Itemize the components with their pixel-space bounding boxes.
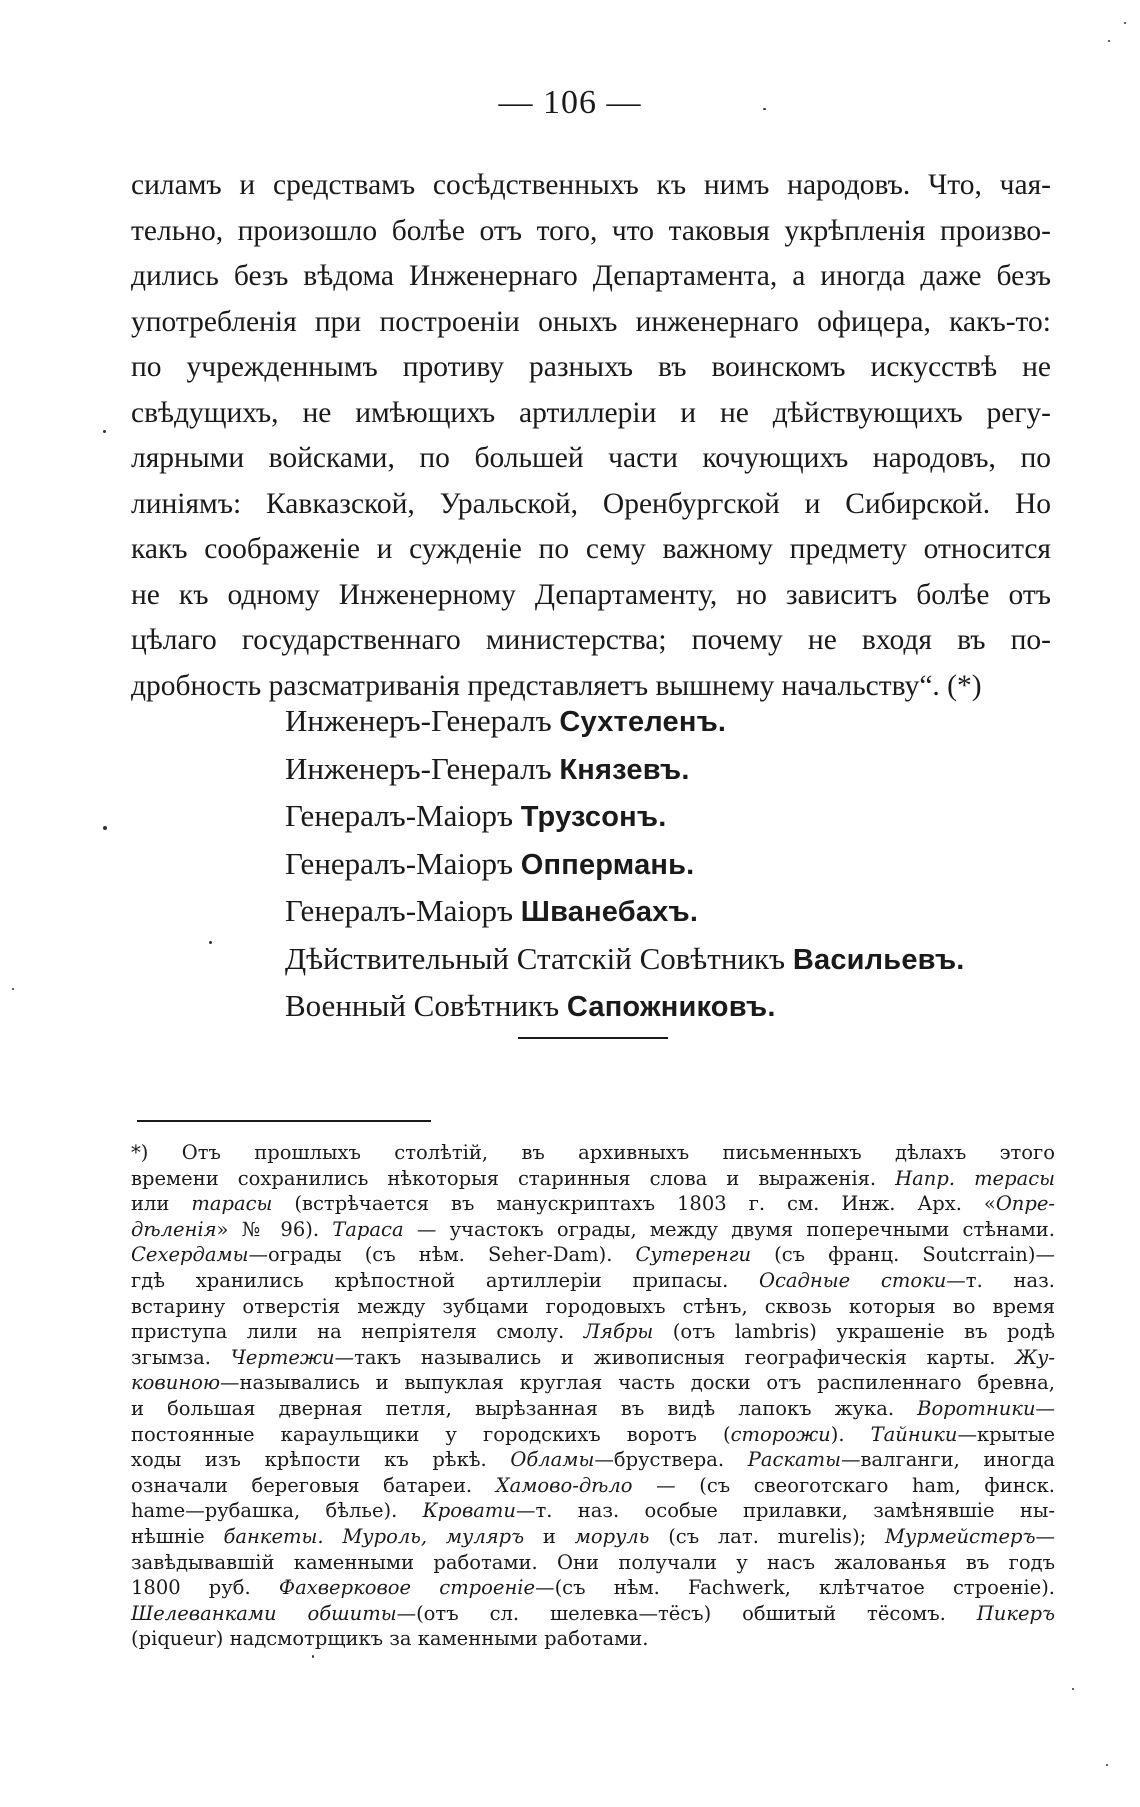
signatory-title: Генералъ-Маіоръ — [285, 798, 513, 833]
footnote-italic-term: Хамово-дѣло — [495, 1473, 633, 1497]
scan-speck — [1124, 22, 1126, 24]
body-paragraph — [131, 163, 1051, 709]
footnote-italic-term: Опре- — [995, 1192, 1055, 1216]
signatory-name: Князевъ. — [559, 753, 690, 786]
footnote-line — [131, 1447, 1055, 1473]
footnote-italic-term: Тараса — [332, 1217, 404, 1241]
footnote-line — [131, 1524, 1055, 1550]
scan-speck — [763, 108, 766, 110]
footnote-text: *) Отъ прошлыхъ столѣтій, въ архивныхъ письменныхъ дѣлахъ этого — [131, 1141, 1055, 1164]
scan-speck — [103, 430, 106, 433]
footnote-italic-term: Лябры — [583, 1320, 654, 1344]
page-number: — 106 — — [498, 84, 642, 121]
signatory-name: Трузсонъ. — [520, 801, 667, 833]
footnote-italic-term: Сутеренги — [635, 1243, 752, 1267]
footnote-text: приступа лили на непріятеля смолу. — [131, 1320, 584, 1344]
footnote-separator-rule — [137, 1120, 431, 1122]
footnote-text: — участокъ ограды, между двумя поперечными стѣнами. — [403, 1217, 1055, 1241]
signatory-name: Сухтеленъ. — [559, 706, 727, 738]
body-line: дробность разсматриванія представляетъ вышнему начальству“. (*) — [131, 669, 982, 702]
footnote-line — [131, 1140, 1055, 1166]
footnote-text: и большая дверная петля, вырѣзанная въ видѣ лапокъ жука. — [131, 1396, 918, 1420]
footnote-text: (съ лат. murelis); — [649, 1524, 886, 1548]
footnote-text: —крытые — [957, 1422, 1055, 1446]
footnote-text: hame—рубашка, бѣлье). — [131, 1499, 423, 1523]
footnote-line — [131, 1473, 1055, 1499]
body-line: свѣдущихъ, не имѣющихъ артиллеріи и не дѣйствующихъ регу- — [131, 396, 1051, 429]
footnote-line — [131, 1319, 1055, 1345]
section-end-rule — [518, 1037, 668, 1039]
body-line: тельно, произошло болѣе отъ того, что таковыя укрѣпленія произво- — [131, 214, 1051, 247]
scan-speck — [209, 941, 212, 944]
signatory — [285, 698, 965, 746]
signatory — [285, 936, 965, 984]
signatory — [285, 888, 965, 936]
scan-speck — [1108, 40, 1110, 42]
signatory-name: Сапожниковъ. — [566, 991, 776, 1023]
signatory — [285, 841, 965, 889]
footnote-text: — — [1035, 1524, 1055, 1548]
footnote-italic-term: дѣленія — [131, 1217, 217, 1241]
footnote-italic-term: Обламы — [510, 1448, 595, 1472]
scan-speck — [1106, 1764, 1108, 1766]
signatory-title: Военный Совѣтникъ — [285, 988, 560, 1023]
footnote-line — [131, 1396, 1055, 1422]
footnote-text: постоянные караульщики у городскихъ воротъ ( — [131, 1422, 731, 1446]
footnote-italic-term: банкеты. Муроль, муляръ — [223, 1524, 525, 1548]
footnote-italic-term: Жу- — [1015, 1345, 1055, 1369]
signatory-title: Инженеръ-Генералъ — [285, 750, 552, 786]
scan-speck — [1072, 1688, 1074, 1690]
scan-speck — [312, 1655, 314, 1658]
signatory-title: Инженеръ-Генералъ — [285, 703, 552, 738]
footnote-text: згымза. — [131, 1345, 231, 1369]
signatory-name: Шванебахъ. — [520, 896, 699, 928]
footnote-line — [131, 1370, 1055, 1396]
body-line: лярными войсками, по большей части кочующихъ народовъ, по — [131, 442, 1051, 474]
footnote-italic-term: тарасы — [191, 1192, 273, 1216]
footnote-text: завѣдывавшій каменными работами. Они получали у насъ жалованья въ годъ — [131, 1550, 1055, 1574]
signatory — [285, 793, 965, 841]
footnote-line — [131, 1166, 1055, 1192]
footnote-text: —т. наз. — [946, 1268, 1055, 1292]
footnote-text: —т. наз. особые прилавки, замѣнявшіе ны- — [515, 1499, 1055, 1523]
signatory — [285, 746, 965, 794]
footnote-text: (отъ lambris) украшеніе въ родѣ — [653, 1320, 1055, 1344]
footnote-italic-term: Раскаты — [747, 1448, 842, 1472]
footnote-text: нѣшніе — [131, 1524, 224, 1548]
footnote-text: —(съ нѣм. Fachwerk, клѣтчатое строеніе). — [535, 1576, 1055, 1600]
signatories-list — [285, 698, 965, 1031]
footnote-italic-term: Чертежи — [230, 1345, 335, 1369]
footnote-italic-term: Шелеванками обшиты — [131, 1601, 397, 1625]
footnote-line — [131, 1217, 1055, 1243]
signatory — [285, 983, 965, 1031]
footnote-italic-term: моруль — [574, 1524, 650, 1548]
signatory-title: Дѣйствительный Статскій Совѣтникъ — [285, 940, 786, 976]
footnote-italic-term: Пикеръ — [976, 1601, 1055, 1625]
footnote-line — [131, 1601, 1055, 1627]
footnote-text: —ограды (съ нѣм. Seher-Dam). — [248, 1243, 636, 1267]
footnote-line — [131, 1191, 1055, 1217]
footnote-text: —такъ назывались и живописныя географическія карты. — [334, 1345, 1016, 1369]
footnote-text: означали береговыя батареи. — [131, 1473, 496, 1497]
footnote-italic-term: Сехердамы — [131, 1243, 249, 1267]
footnote-text: времени сохранились нѣкоторыя старинныя слова и выраженія. — [131, 1166, 896, 1190]
footnote-text: (встрѣчается въ манускриптахъ 1803 г. см. Инж. Арх. « — [272, 1192, 996, 1216]
footnote-line — [131, 1242, 1055, 1268]
footnote-line — [131, 1294, 1055, 1320]
footnote-italic-term: Осадные стоки — [759, 1268, 947, 1292]
footnote-italic-term: Кровати — [422, 1499, 516, 1523]
signatory-name: Васильевъ. — [792, 943, 965, 976]
footnote-italic-term: Воротники — [917, 1396, 1036, 1420]
footnote-line — [131, 1498, 1055, 1524]
footnote-line — [131, 1345, 1055, 1371]
footnote-line — [131, 1550, 1055, 1576]
body-line: силамъ и средствамъ сосѣдственныхъ къ нимъ народовъ. Что, чая- — [131, 169, 1051, 201]
footnote-text: ходы изъ крѣпости къ рѣкѣ. — [131, 1448, 511, 1472]
footnote-text: (съ франц. Soutcrrain)— — [751, 1243, 1055, 1267]
footnote-text: —бруствера. — [594, 1448, 748, 1472]
body-line: какъ соображеніе и сужденіе по сему важному предмету относится — [131, 533, 1051, 565]
footnote-text: » № 96). — [216, 1217, 333, 1241]
footnote-text: и — [524, 1524, 575, 1548]
footnote-text: 1800 руб. — [131, 1576, 279, 1600]
footnote — [131, 1140, 1055, 1652]
footnote-line — [131, 1626, 1055, 1652]
footnote-text: —назывались и выпуклая круглая часть доски отъ распиленнаго бревна, — [220, 1371, 1055, 1395]
footnote-text: —(отъ сл. шелевка—тёсъ) обшитый тёсомъ. — [396, 1601, 977, 1625]
footnote-text: ). — [830, 1422, 871, 1446]
footnote-text: (piqueur) надсмотрщикъ за каменными работами. — [131, 1627, 649, 1651]
footnote-text: — — [1035, 1396, 1055, 1420]
signatory-title: Генералъ-Маіоръ — [285, 893, 513, 928]
scan-speck — [103, 826, 107, 830]
footnote-line — [131, 1575, 1055, 1601]
footnote-italic-term: Напр. терасы — [895, 1166, 1056, 1190]
body-line: по учрежденнымъ противу разныхъ въ воинскомъ искусствѣ не — [131, 351, 1051, 383]
footnote-italic-term: Мурмейстеръ — [885, 1524, 1036, 1548]
scan-speck — [12, 988, 14, 990]
footnote-line — [131, 1422, 1055, 1448]
footnote-italic-term: Фахверковое строеніе — [278, 1576, 536, 1600]
signatory-title: Генералъ-Маіоръ — [285, 845, 513, 881]
footnote-text: — (съ свеоготскаго ham, финск. — [632, 1473, 1055, 1497]
footnote-text: встарину отверстія между зубцами городовыхъ стѣнъ, сквозь которыя во время — [131, 1294, 1055, 1318]
footnote-text: гдѣ хранились крѣпостной артиллеріи припасы. — [131, 1268, 760, 1292]
body-line: не къ одному Инженерному Департаменту, но зависитъ болѣе отъ — [131, 578, 1051, 611]
body-line: цѣлаго государственнаго министерства; почему не входя въ по- — [131, 624, 1051, 656]
body-line: дились безъ вѣдома Инженернаго Департамента, а иногда даже безъ — [131, 260, 1051, 292]
footnote-italic-term: ковиною — [131, 1371, 221, 1395]
footnote-text: или — [131, 1192, 192, 1216]
body-line: употребленія при построеніи оныхъ инженернаго офицера, какъ-то: — [131, 305, 1051, 338]
footnote-italic-term: сторожи — [730, 1422, 831, 1446]
signatory-name: Оппермань. — [520, 848, 695, 881]
footnote-text: —валганги, иногда — [841, 1448, 1055, 1472]
body-line: линіямъ: Кавказской, Уральской, Оренбургской и Сибирской. Но — [131, 487, 1051, 520]
footnote-italic-term: Тайники — [870, 1422, 958, 1446]
footnote-line — [131, 1268, 1055, 1294]
